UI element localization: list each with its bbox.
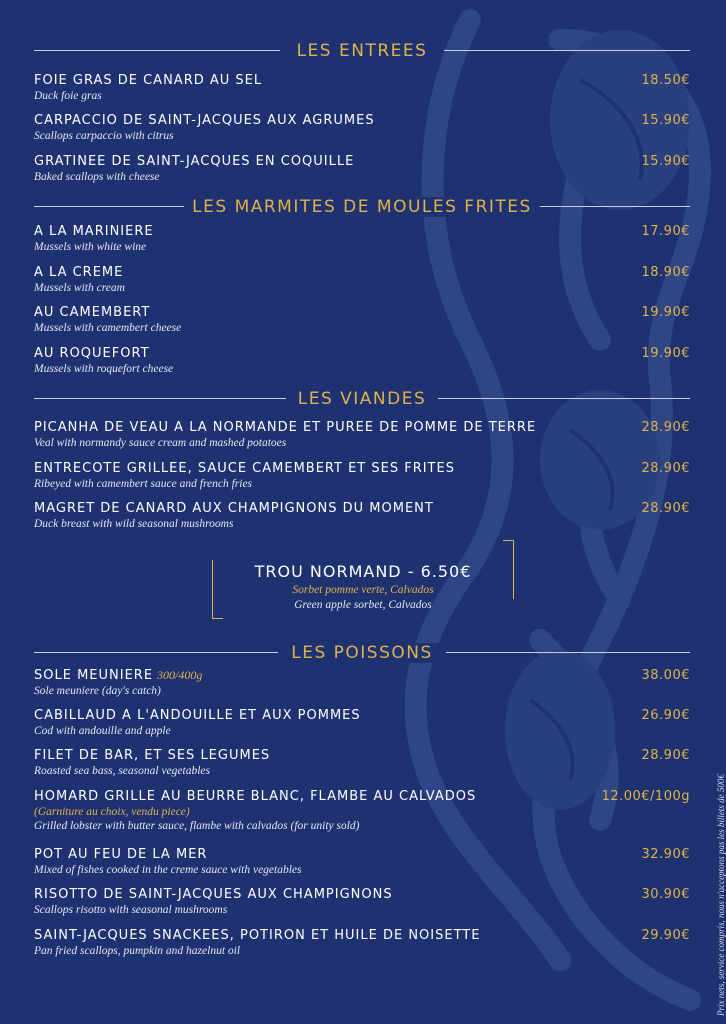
dish-weight: 300/400g xyxy=(157,668,203,682)
dish-description: Pan fried scallops, pumpkin and hazelnut oil xyxy=(34,945,241,957)
dish-price: 28.90€ xyxy=(641,420,690,435)
dish-description: Scallops carpaccio with citrus xyxy=(34,130,174,142)
dish-description: Veal with normandy sauce cream and mashed potatoes xyxy=(34,437,287,449)
dish-note: (Garniture au choix, vendu piece) xyxy=(34,806,190,818)
menu-item xyxy=(34,886,690,917)
dish-description: Mussels with roquefort cheese xyxy=(34,363,174,375)
section-header-moules xyxy=(0,195,724,219)
menu-item xyxy=(34,460,690,491)
dish-description: Roasted sea bass, seasonal vegetables xyxy=(34,765,210,777)
menu-item xyxy=(34,153,690,184)
dish-name: MAGRET DE CANARD AUX CHAMPIGNONS DU MOMENT xyxy=(34,501,434,516)
dish-price: 29.90€ xyxy=(641,928,690,943)
dish-price: 32.90€ xyxy=(641,847,690,862)
menu-item xyxy=(34,500,690,531)
menu-item xyxy=(34,788,690,833)
dish-name: A LA MARINIERE xyxy=(34,224,154,239)
dish-description: Duck breast with wild seasonal mushrooms xyxy=(34,518,234,530)
section-header-viandes xyxy=(0,387,724,411)
dish-price: 38.00€ xyxy=(641,668,690,683)
dish-name: ENTRECOTE GRILLEE, SAUCE CAMEMBERT ET SES FRITES xyxy=(34,461,455,476)
dish-description: Sole meuniere (day's catch) xyxy=(34,685,161,697)
dish-price: 19.90€ xyxy=(641,305,690,320)
dish-name: FOIE GRAS DE CANARD AU SEL xyxy=(34,73,263,88)
dish-name: A LA CREME xyxy=(34,265,124,280)
menu-item xyxy=(34,264,690,295)
dish-name: GRATINEE DE SAINT-JACQUES EN COQUILLE xyxy=(34,154,355,169)
menu-item xyxy=(34,747,690,778)
dish-name: POT AU FEU DE LA MER xyxy=(34,847,208,862)
dish-price: 17.90€ xyxy=(641,224,690,239)
dish-description: Mixed of fishes cooked in the creme sauce with vegetables xyxy=(34,864,302,876)
dish-price: 12.00€/100g xyxy=(601,789,690,804)
dish-description: Cod with andouille and apple xyxy=(34,725,171,737)
section-header-entrees xyxy=(0,39,724,63)
dish-price: 15.90€ xyxy=(641,113,690,128)
trou-normand-english: Green apple sorbet, Calvados xyxy=(294,599,432,611)
section-title: LES MARMITES DE MOULES FRITES xyxy=(184,197,540,217)
dish-name: AU ROQUEFORT xyxy=(34,346,150,361)
dish-description: Mussels with camembert cheese xyxy=(34,322,182,334)
dish-name: AU CAMEMBERT xyxy=(34,305,151,320)
dish-price: 26.90€ xyxy=(641,708,690,723)
menu-item xyxy=(34,112,690,143)
menu-item xyxy=(34,707,690,738)
dish-price: 30.90€ xyxy=(641,887,690,902)
dish-description: Duck foie gras xyxy=(34,90,102,102)
dish-price: 28.90€ xyxy=(641,461,690,476)
dish-name: RISOTTO DE SAINT-JACQUES AUX CHAMPIGNONS xyxy=(34,887,393,902)
menu-item xyxy=(34,345,690,376)
section-header-poissons xyxy=(0,641,724,665)
dish-description: Mussels with white wine xyxy=(34,241,147,253)
menu-item xyxy=(34,419,690,450)
dish-name: FILET DE BAR, ET SES LEGUMES xyxy=(34,748,271,763)
trou-normand-title: TROU NORMAND - 6.50€ xyxy=(254,562,472,581)
trou-normand-box xyxy=(212,540,514,618)
menu-item xyxy=(34,223,690,254)
dish-description: Scallops risotto with seasonal mushrooms xyxy=(34,904,228,916)
menu-item xyxy=(34,667,690,698)
dish-name: PICANHA DE VEAU A LA NORMANDE ET PUREE DE POMME DE TERRE xyxy=(34,420,537,435)
dish-description: Mussels with cream xyxy=(34,282,125,294)
price-footnote: Prix nets, service compris, nous n'acceptons pas les billets de 500€ xyxy=(716,774,726,1016)
dish-name: SAINT-JACQUES SNACKEES, POTIRON ET HUILE DE NOISETTE xyxy=(34,928,481,943)
section-title: LES VIANDES xyxy=(290,389,435,409)
dish-price: 28.90€ xyxy=(641,748,690,763)
dish-price: 18.50€ xyxy=(641,73,690,88)
dish-name: CARPACCIO DE SAINT-JACQUES AUX AGRUMES xyxy=(34,113,375,128)
dish-price: 19.90€ xyxy=(641,346,690,361)
dish-name: HOMARD GRILLE AU BEURRE BLANC, FLAMBE AU CALVADOS xyxy=(34,789,477,804)
section-title: LES POISSONS xyxy=(283,643,441,663)
menu-item xyxy=(34,304,690,335)
dish-name: CABILLAUD A L'ANDOUILLE ET AUX POMMES xyxy=(34,708,361,723)
trou-normand-french: Sorbet pomme verte, Calvados xyxy=(292,584,434,596)
dish-description: Grilled lobster with butter sauce, flambe with calvados (for unity sold) xyxy=(34,820,360,832)
section-title: LES ENTREES xyxy=(289,41,436,61)
dish-price: 18.90€ xyxy=(641,265,690,280)
menu-item xyxy=(34,927,690,958)
dish-description: Ribeyed with camembert sauce and french fries xyxy=(34,478,253,490)
dish-price: 28.90€ xyxy=(641,501,690,516)
dish-description: Baked scallops with cheese xyxy=(34,171,160,183)
dish-price: 15.90€ xyxy=(641,154,690,169)
dish-name: SOLE MEUNIERE xyxy=(34,668,154,683)
menu-item xyxy=(34,846,690,877)
menu-item xyxy=(34,72,690,103)
